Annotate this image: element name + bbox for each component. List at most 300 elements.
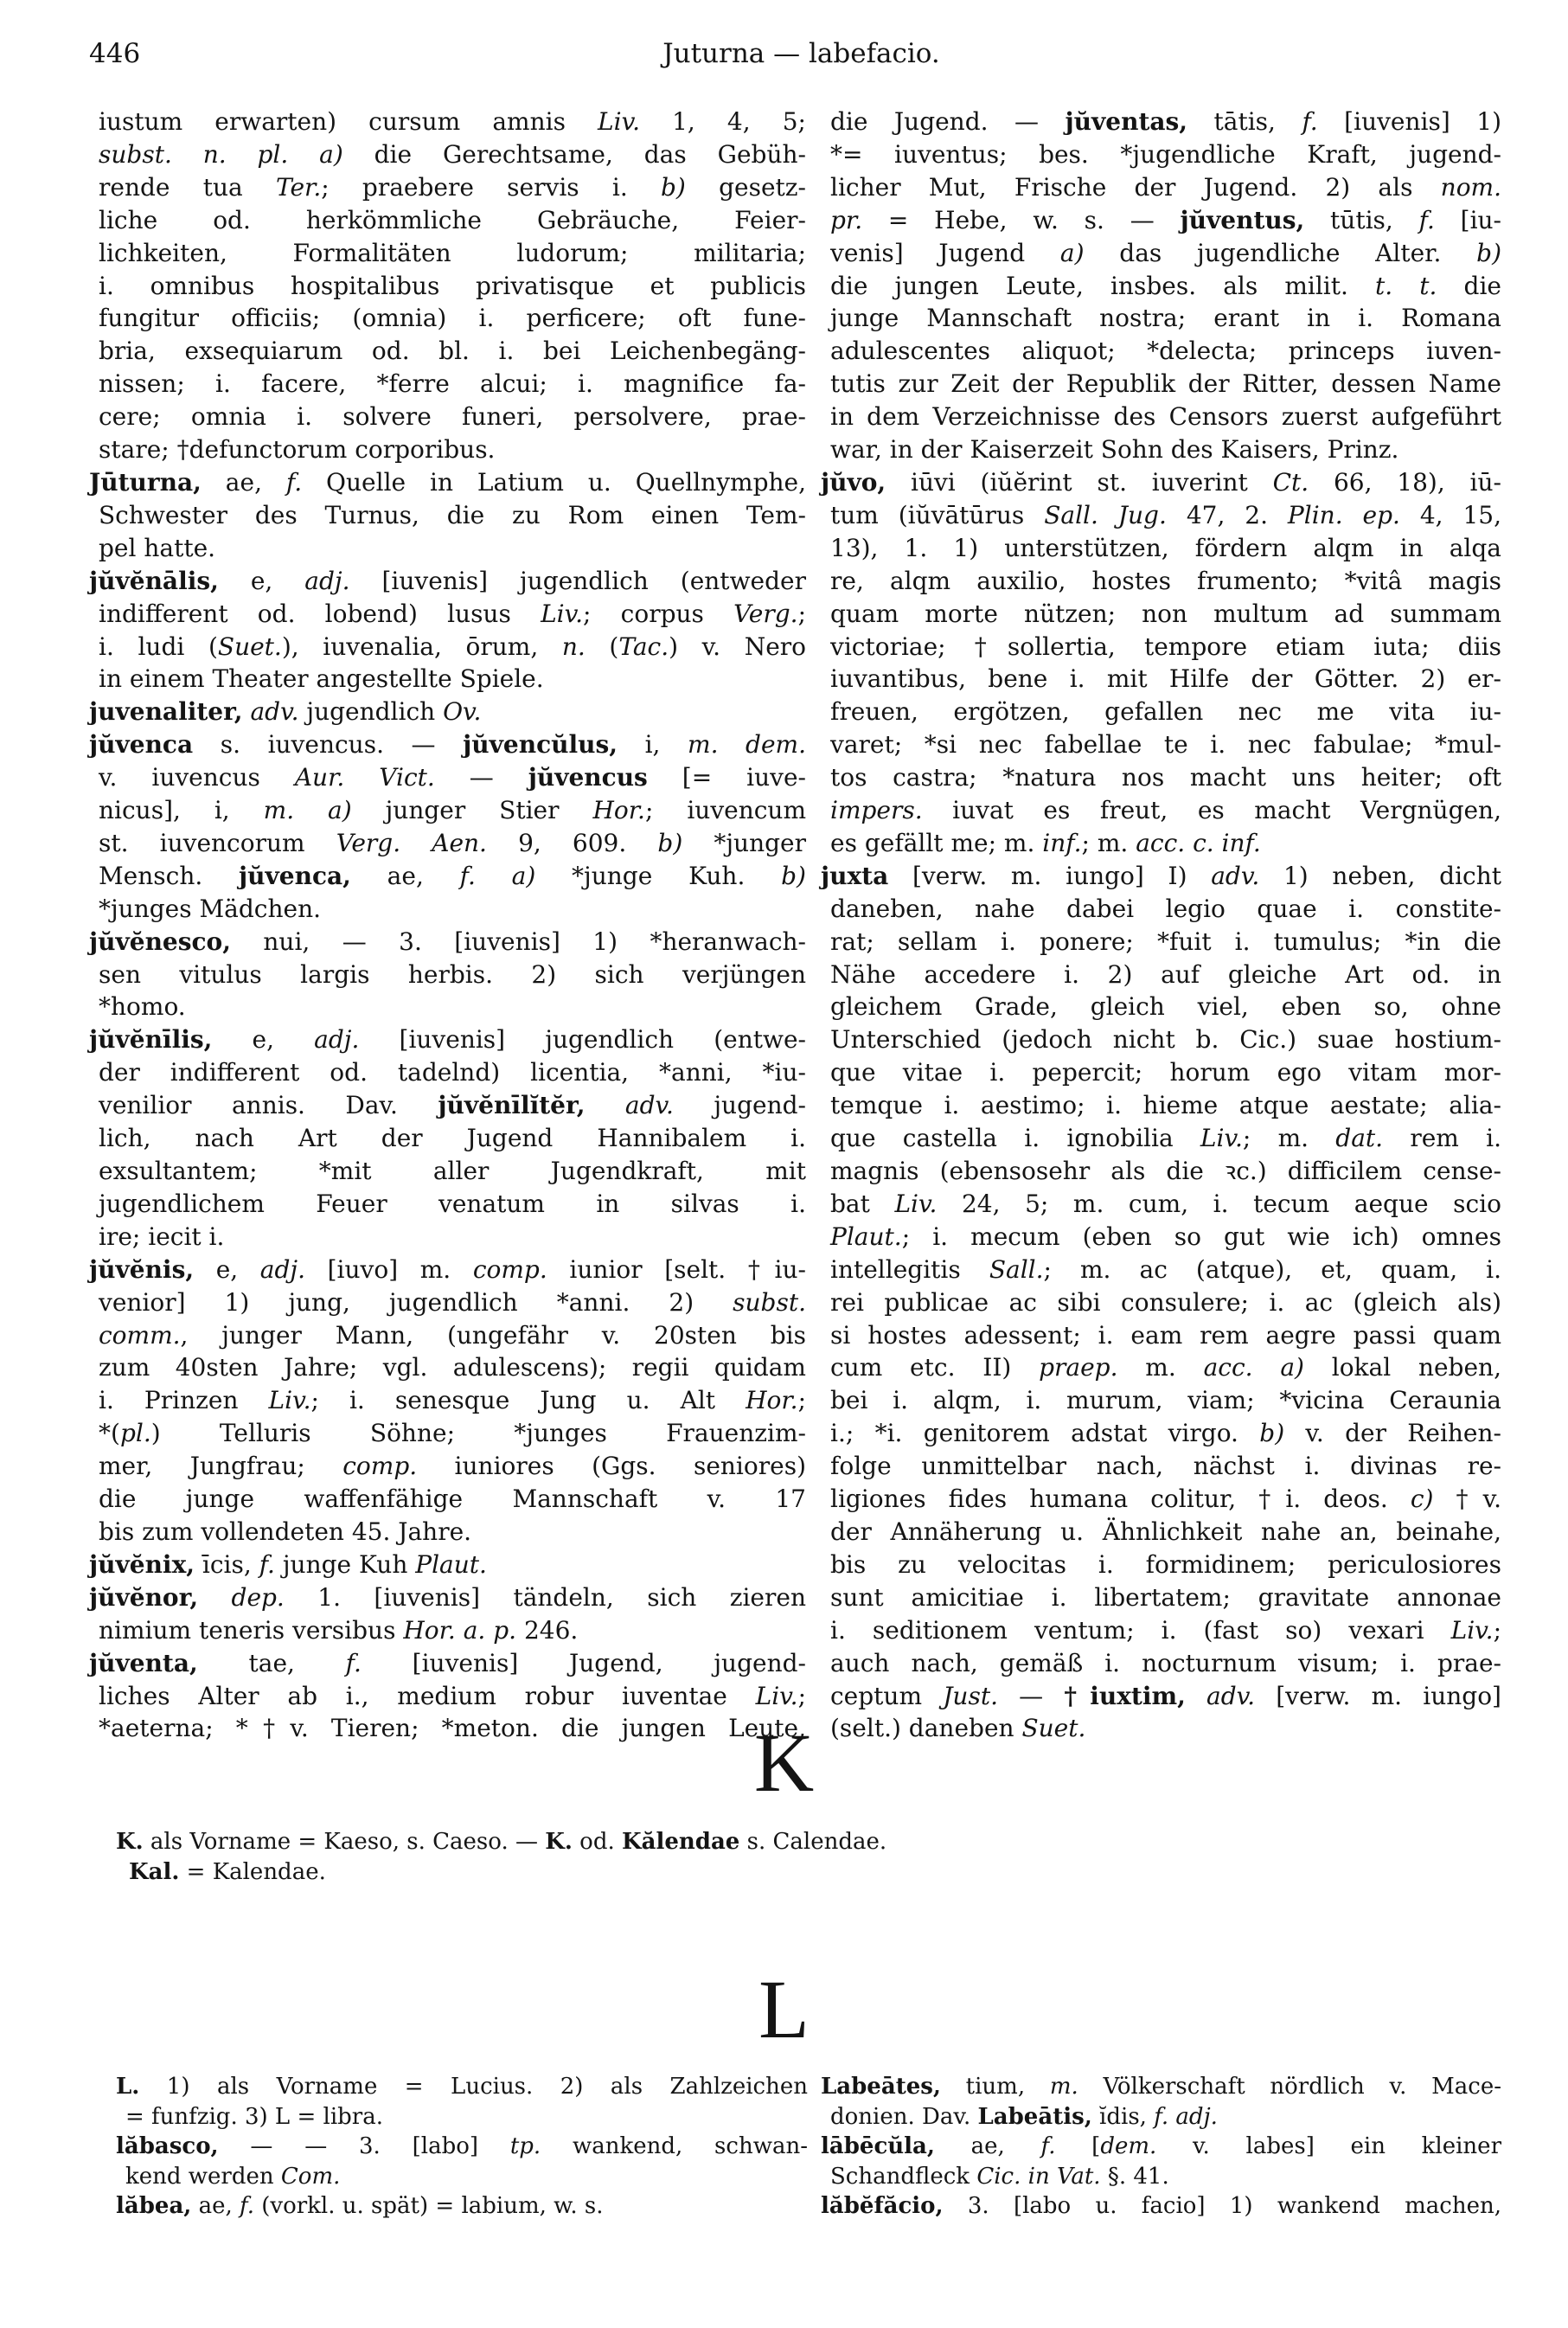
text: tae, xyxy=(197,1648,346,1677)
text: liche od. herkömmliche Gebräuche, Feier- xyxy=(99,205,806,234)
text: in dem Verzeichnisse des Censors zuerst aufgeführt xyxy=(830,402,1501,432)
abbreviation: Hor. a. p. xyxy=(403,1615,517,1645)
abbreviation: Suet. xyxy=(1021,1714,1086,1743)
text: mer, Jungfrau; xyxy=(99,1452,343,1481)
entry-line xyxy=(89,1384,806,1417)
abbreviation: nom. xyxy=(1440,172,1501,202)
abbreviation: b) xyxy=(1259,1419,1285,1448)
text: zum 40sten Jahre; vgl. adulescens); regii quidam xyxy=(99,1353,806,1382)
text: exsultantem; *mit aller Jugendkraft, mit xyxy=(99,1157,806,1185)
entry-line xyxy=(821,728,1501,761)
abbreviation: acc. c. inf. xyxy=(1136,828,1261,857)
entry-line xyxy=(821,1122,1501,1155)
entry-line xyxy=(821,1417,1501,1450)
text: rem i. xyxy=(1383,1124,1501,1153)
abbreviation: n. xyxy=(561,632,586,661)
entry-line xyxy=(89,171,806,204)
section-l-right-column xyxy=(821,2072,1501,2222)
entry-line xyxy=(89,204,806,237)
entry-line xyxy=(89,1056,806,1089)
abbreviation: adj. xyxy=(259,1254,305,1284)
text: *( xyxy=(99,1419,120,1448)
entry-line xyxy=(89,991,806,1023)
entry-line xyxy=(89,663,806,696)
abbreviation: pl. xyxy=(119,1419,151,1448)
page-number: 446 xyxy=(89,38,141,69)
text: e, xyxy=(218,566,305,595)
entry-line xyxy=(821,1188,1501,1221)
entry-line xyxy=(821,1351,1501,1384)
abbreviation: Ov. xyxy=(443,697,482,727)
text: die jungen Leute, insbes. als milit. xyxy=(830,271,1375,300)
text: cum etc. II) xyxy=(830,1353,1040,1382)
text: *= iuventus; bes. *jugendliche Kraft, jugend- xyxy=(830,139,1501,169)
text: — — 3. [labo] xyxy=(218,2133,510,2159)
text: i, xyxy=(617,730,688,760)
text: [iuvenis] 1) xyxy=(1317,107,1501,136)
text: daneben, nahe dabei legio quae i. constite- xyxy=(830,894,1501,923)
text: lich, nach Art der Jugend Hannibalem i. xyxy=(99,1124,806,1153)
abbreviation: f. a) xyxy=(459,861,536,890)
text: ; xyxy=(1493,1615,1501,1645)
text: quam morte nützen; non multum ad summam xyxy=(830,599,1501,628)
text: tātis, xyxy=(1187,107,1302,136)
text: 1) neben, dicht xyxy=(1259,861,1501,890)
text: nissen; i. facere, *ferre alcui; i. magnifice fa- xyxy=(99,369,806,399)
entry-line xyxy=(821,106,1501,138)
text: v. iuvencus xyxy=(99,763,295,792)
abbreviation: Cic. in Vat. xyxy=(976,2163,1101,2190)
abbreviation: Liv. xyxy=(541,599,584,628)
text: 1) als Vorname = Lucius. 2) als Zahlzeichen xyxy=(139,2074,808,2100)
abbreviation: adv. xyxy=(250,697,299,727)
entry-line xyxy=(89,1647,806,1680)
entry-line xyxy=(821,532,1501,565)
entry-line xyxy=(89,1155,806,1188)
entry-line xyxy=(821,237,1501,270)
text: 1, 4, 5; xyxy=(640,107,806,136)
text: tum (iŭvātūrus xyxy=(830,500,1045,529)
text: bria, exsequiarum od. bl. i. bei Leichenbegäng- xyxy=(99,337,806,366)
entry-line xyxy=(821,401,1501,433)
dictionary-entry xyxy=(89,565,806,696)
entry-line xyxy=(89,237,806,270)
entry-line xyxy=(821,991,1501,1023)
text: jugendlichem Feuer venatum in silvas i. xyxy=(99,1189,806,1218)
entry-line xyxy=(89,1351,806,1384)
text: folge unmittelbar nach, nächst i. divinas re- xyxy=(830,1452,1501,1481)
abbreviation: Verg. xyxy=(733,599,798,628)
text: v. labes] ein kleiner xyxy=(1156,2133,1501,2159)
text: 1. [iuvenis] tändeln, sich zieren xyxy=(284,1582,806,1612)
text: — xyxy=(434,763,528,792)
entry-line xyxy=(89,1089,806,1122)
abbreviation: Hor. xyxy=(746,1386,798,1415)
left-column xyxy=(89,106,806,1745)
abbreviation: Liv. xyxy=(598,107,640,136)
text: 13), 1. 1) unterstützen, fördern alqm in alqa xyxy=(830,533,1501,562)
text: i. omnibus hospitalibus privatisque et publicis xyxy=(99,271,806,300)
text: die Gerechtsame, das Gebüh- xyxy=(342,139,806,169)
headword: jŭvĕnor, xyxy=(89,1582,199,1612)
text: licher Mut, Frische der Jugend. 2) als xyxy=(830,172,1441,202)
text: v. der Reihen- xyxy=(1284,1419,1501,1448)
abbreviation: Aur. Vict. xyxy=(294,763,435,792)
text: (selt.) daneben xyxy=(830,1714,1022,1743)
text: [verw. m. iungo] I) xyxy=(888,861,1212,890)
text: 9, 609. xyxy=(486,828,658,857)
text: donien. Dav. xyxy=(830,2103,978,2130)
text: Mensch. xyxy=(99,861,240,890)
text: junge Kuh xyxy=(274,1549,416,1579)
text: lokal neben, xyxy=(1303,1353,1501,1382)
headword: jŭvenca xyxy=(89,730,194,760)
dictionary-entry xyxy=(89,1254,806,1549)
dictionary-entry xyxy=(89,728,806,925)
entry-line xyxy=(821,138,1501,171)
abbreviation: comm. xyxy=(99,1320,181,1350)
abbreviation: adv. xyxy=(1206,1681,1256,1710)
entry-line xyxy=(116,1827,1500,1857)
headword: lăbasco, xyxy=(116,2133,219,2159)
abbreviation: b) xyxy=(781,861,806,890)
text: tos castra; *natura nos macht uns heiter; oft xyxy=(830,763,1501,792)
text: war, in der Kaiserzeit Sohn des Kaisers, Prinz. xyxy=(830,435,1399,465)
abbreviation: inf. xyxy=(1042,828,1082,857)
entry-line xyxy=(89,959,806,991)
entry-line xyxy=(89,1516,806,1549)
text: ae, xyxy=(191,2193,240,2219)
entry-line xyxy=(821,926,1501,959)
entry-line xyxy=(821,1614,1501,1647)
text: — xyxy=(997,1681,1065,1710)
entry-line xyxy=(821,696,1501,728)
text: 3. [labo u. facio] 1) wankend machen, xyxy=(943,2193,1501,2219)
entry-line xyxy=(89,1188,806,1221)
text: ire; iecit i. xyxy=(99,1222,225,1251)
headword: jŭventas, xyxy=(1065,107,1188,136)
entry-line xyxy=(821,1581,1501,1614)
entry-line xyxy=(89,401,806,433)
text: venilior annis. Dav. xyxy=(99,1091,438,1120)
text: tium, xyxy=(940,2074,1050,2100)
dictionary-entry xyxy=(89,696,806,728)
entry-line xyxy=(821,1155,1501,1188)
abbreviation: m. dem. xyxy=(688,730,806,760)
abbreviation: subst. n. pl. a) xyxy=(99,139,343,169)
text: auch nach, gemäß i. nocturnum visum; i. prae- xyxy=(830,1648,1501,1677)
entry-line xyxy=(821,466,1501,499)
abbreviation: f. adj. xyxy=(1154,2103,1218,2130)
text: §. 41. xyxy=(1100,2163,1169,2190)
text: ), iuvenalia, ōrum, xyxy=(281,632,562,661)
entry-line xyxy=(89,1680,806,1713)
abbreviation: Plaut. xyxy=(830,1222,902,1251)
entry-line xyxy=(89,532,806,565)
text: †v. xyxy=(1433,1485,1502,1514)
text: *homo. xyxy=(99,992,186,1022)
abbreviation: Liv. xyxy=(894,1189,938,1218)
text: 66, 18), iū- xyxy=(1309,467,1501,497)
headword: lăbea, xyxy=(116,2193,192,2219)
abbreviation: f. xyxy=(240,2193,254,2219)
text: ĭdis, xyxy=(1091,2103,1155,2130)
entry-line xyxy=(89,335,806,368)
abbreviation: Liv. xyxy=(1200,1124,1243,1153)
abbreviation: comp. xyxy=(342,1452,418,1481)
entry-line xyxy=(821,860,1501,893)
entry-line xyxy=(89,794,806,827)
text: Quelle in Latium u. Quellnymphe, xyxy=(302,467,807,497)
headword: jŭvĕnix, xyxy=(89,1549,195,1579)
text: s. iuvencus. — xyxy=(193,730,464,760)
text: bis zum vollendeten 45. Jahre. xyxy=(99,1517,472,1546)
dictionary-entry xyxy=(116,1827,1500,1887)
text: *aeterna; *†v. Tieren; *meton. die jungen Leute, xyxy=(99,1714,806,1743)
text: pel hatte. xyxy=(99,533,216,562)
abbreviation: Com. xyxy=(280,2163,341,2190)
headword: K. xyxy=(116,1829,144,1855)
entry-line xyxy=(89,598,806,631)
abbreviation: Plin. ep. xyxy=(1287,500,1400,529)
text: *junge Kuh. xyxy=(535,861,782,890)
text: rei publicae ac sibi consulere; i. ac (gleich als) xyxy=(830,1287,1501,1317)
entry-line xyxy=(821,302,1501,335)
dictionary-entry xyxy=(89,1549,806,1581)
text: ; m. ac (atque), et, quam, i. xyxy=(1043,1254,1501,1284)
entry-line xyxy=(821,1450,1501,1483)
entry-line xyxy=(821,2072,1501,2102)
entry-line xyxy=(821,1516,1501,1549)
text: indifferent od. lobend) lusus xyxy=(99,599,541,628)
text: venior] 1) jung, jugendlich *anni. 2) xyxy=(99,1287,733,1317)
text: junge Mannschaft nostra; erant in i. Romana xyxy=(830,304,1501,333)
text: bis zu velocitas i. formidinem; periculosiores xyxy=(830,1549,1501,1579)
entry-line xyxy=(89,761,806,794)
entry-line xyxy=(89,728,806,761)
text: freuen, ergötzen, gefallen nec me vita iu- xyxy=(830,697,1501,727)
abbreviation: pr. xyxy=(830,205,863,234)
text: venis] Jugend xyxy=(830,238,1060,267)
headword: jŭvĕnīlis, xyxy=(89,1025,213,1055)
abbreviation: adv. xyxy=(1211,861,1260,890)
text: [iuvenis] jugendlich (entweder xyxy=(349,566,806,595)
text: i. Prinzen xyxy=(99,1386,269,1415)
abbreviation: b) xyxy=(1476,238,1501,267)
headword: †iuxtim, xyxy=(1064,1681,1186,1710)
text: *junger xyxy=(682,828,806,857)
text: adulescentes aliquot; *delecta; princeps iuven- xyxy=(830,337,1501,366)
abbreviation: subst. xyxy=(733,1287,806,1317)
text: Nähe accedere i. 2) auf gleiche Art od. in xyxy=(830,959,1501,989)
headword: jŭventa, xyxy=(89,1648,198,1677)
text: re, alqm auxilio, hostes frumento; *vitâ magis xyxy=(830,566,1501,595)
entry-line xyxy=(89,1450,806,1483)
text: Unterschied (jedoch nicht b. Cic.) suae hostium- xyxy=(830,1025,1501,1055)
headword: jŭvencus xyxy=(528,763,648,792)
entry-line xyxy=(821,1221,1501,1254)
section-l-left-column xyxy=(116,2072,808,2222)
text: magnis (ebensosehr als die ꝛc.) difficilem cense- xyxy=(830,1157,1501,1185)
headword: jŭvĕnīlĭtĕr, xyxy=(438,1091,586,1120)
entry-line xyxy=(821,827,1501,860)
text: ; iuvencum xyxy=(644,796,807,825)
entry-line xyxy=(89,270,806,303)
abbreviation: praep. xyxy=(1039,1353,1118,1382)
text: iuvat es freut, es macht Vergnügen, xyxy=(922,796,1501,825)
abbreviation: Verg. Aen. xyxy=(336,828,487,857)
running-title: Juturna — labefacio. xyxy=(662,38,940,69)
text: *junges Mädchen. xyxy=(99,894,322,923)
text: [iu- xyxy=(1434,205,1502,234)
text: 47, 2. xyxy=(1166,500,1288,529)
text: [iuvenis] Jugend, jugend- xyxy=(361,1648,806,1677)
text: ae, xyxy=(201,467,286,497)
headword: lābēcŭla, xyxy=(821,2133,935,2159)
text: = funfzig. 3) L = libra. xyxy=(125,2103,383,2130)
entry-line xyxy=(116,2191,808,2222)
entry-line xyxy=(821,1056,1501,1089)
entry-line xyxy=(89,827,806,860)
text: ; xyxy=(797,1386,806,1415)
section-letter-k: K xyxy=(753,1716,815,1809)
entry-line xyxy=(116,2162,808,2192)
text: ; xyxy=(797,1681,806,1710)
text: = Hebe, w. s. — xyxy=(862,205,1181,234)
abbreviation: Ter. xyxy=(275,172,322,202)
entry-line xyxy=(89,860,806,893)
entry-line xyxy=(89,368,806,401)
abbreviation: Sall. Jug. xyxy=(1044,500,1167,529)
dictionary-entry xyxy=(821,466,1501,860)
dictionary-entry xyxy=(116,2191,808,2222)
text xyxy=(198,1583,231,1612)
entry-line xyxy=(821,1023,1501,1056)
text: [iuvo] m. xyxy=(305,1254,473,1284)
entry-line xyxy=(821,1286,1501,1319)
entry-line xyxy=(89,631,806,664)
text: bei i. alqm, i. murum, viam; *vicina Ceraunia xyxy=(830,1386,1501,1415)
dictionary-entry xyxy=(89,1581,806,1647)
entry-line xyxy=(89,926,806,959)
text: ; i. senesque Jung u. Alt xyxy=(310,1386,746,1415)
headword: Labeātis, xyxy=(977,2103,1092,2130)
text: ) v. Nero xyxy=(669,632,806,661)
text: [verw. m. iungo] xyxy=(1255,1681,1501,1710)
abbreviation: dep. xyxy=(231,1582,285,1612)
text: si hostes adessent; i. eam rem aegre passi quam xyxy=(830,1320,1501,1350)
headword: L. xyxy=(116,2074,140,2100)
entry-line xyxy=(821,1680,1501,1713)
dictionary-entry xyxy=(89,466,806,565)
entry-line xyxy=(89,1483,806,1516)
abbreviation: tp. xyxy=(509,2133,541,2159)
text: das jugendliche Alter. xyxy=(1084,238,1477,267)
abbreviation: Hor. xyxy=(592,796,645,825)
dictionary-entry xyxy=(89,926,806,1024)
abbreviation: Liv. xyxy=(268,1386,311,1415)
headword: jŭventus, xyxy=(1180,205,1305,234)
text: lichkeiten, Formalitäten ludorum; militaria; xyxy=(99,238,806,267)
text: Schandfleck xyxy=(830,2163,977,2190)
abbreviation: impers. xyxy=(830,796,923,825)
section-k-entries xyxy=(116,1827,1500,1887)
entry-line xyxy=(116,1857,1500,1888)
abbreviation: Tac. xyxy=(618,632,669,661)
abbreviation: dem. xyxy=(1100,2133,1157,2159)
abbreviation: a) xyxy=(1059,238,1085,267)
entry-line xyxy=(821,1647,1501,1680)
entry-line xyxy=(89,106,806,138)
text: 4, 15, xyxy=(1399,500,1502,529)
abbreviation: adj. xyxy=(314,1025,360,1055)
text: i. ludi ( xyxy=(99,632,218,661)
abbreviation: Suet. xyxy=(217,632,282,661)
dictionary-entry xyxy=(89,106,806,466)
text: der Annäherung u. Ähnlichkeit nahe an, beinahe, xyxy=(830,1517,1501,1546)
entry-line xyxy=(89,433,806,466)
text: junger Stier xyxy=(351,796,593,825)
entry-line xyxy=(89,1221,806,1254)
entry-line xyxy=(821,1549,1501,1581)
text xyxy=(585,1091,624,1119)
text: Schwester des Turnus, die zu Rom einen Tem- xyxy=(99,500,806,529)
text: que vitae i. pepercit; horum ego vitam mor- xyxy=(830,1058,1501,1087)
text: [ xyxy=(1055,2133,1101,2159)
entry-line xyxy=(89,1417,806,1450)
abbreviation: f. xyxy=(345,1648,362,1677)
text: der indifferent od. tadelnd) licentia, *anni, *iu- xyxy=(99,1058,806,1087)
text: iūvi (iŭĕrint st. iuverint xyxy=(886,467,1273,497)
text: kend werden xyxy=(125,2163,281,2190)
text: st. iuvencorum xyxy=(99,828,336,857)
text: jugendlich xyxy=(298,697,444,727)
entry-line xyxy=(89,1122,806,1155)
section-letter-l: L xyxy=(758,1963,810,2055)
abbreviation: acc. a) xyxy=(1203,1353,1304,1382)
text: temque i. aestimo; i. hieme atque aestate; alia- xyxy=(830,1091,1501,1120)
headword: jŭvĕnesco, xyxy=(89,927,231,956)
abbreviation: b) xyxy=(660,172,686,202)
text: als Vorname = Kaeso, s. Caeso. — xyxy=(143,1829,546,1855)
abbreviation: f. xyxy=(1418,205,1435,234)
entry-line xyxy=(89,1614,806,1647)
text: i. seditionem ventum; i. (fast so) vexari xyxy=(830,1615,1451,1645)
text: rat; sellam i. ponere; *fuit i. tumulus; *in die xyxy=(830,927,1501,956)
abbreviation: b) xyxy=(657,828,683,857)
entry-line xyxy=(821,368,1501,401)
entry-line xyxy=(821,794,1501,827)
entry-line xyxy=(821,893,1501,926)
text: wankend, schwan- xyxy=(541,2133,808,2159)
dictionary-entry xyxy=(821,2132,1501,2191)
text: sunt amicitiae i. libertatem; gravitate annonae xyxy=(830,1582,1501,1612)
text: iustum erwarten) cursum amnis xyxy=(99,107,598,136)
abbreviation: Liv. xyxy=(755,1681,798,1710)
abbreviation: f. xyxy=(1302,107,1318,136)
entry-line xyxy=(821,2132,1501,2162)
headword: lăbĕfăcio, xyxy=(821,2193,944,2219)
text: e, xyxy=(194,1254,260,1284)
entry-line xyxy=(89,565,806,598)
text: ; xyxy=(797,599,806,628)
entry-line xyxy=(821,598,1501,631)
entry-line xyxy=(89,696,806,728)
entry-line xyxy=(89,1023,806,1056)
text: gleichem Grade, gleich viel, eben so, ohne xyxy=(830,992,1501,1022)
text: iunior [selt. †iu- xyxy=(547,1254,806,1284)
text: ; corpus xyxy=(583,599,734,628)
